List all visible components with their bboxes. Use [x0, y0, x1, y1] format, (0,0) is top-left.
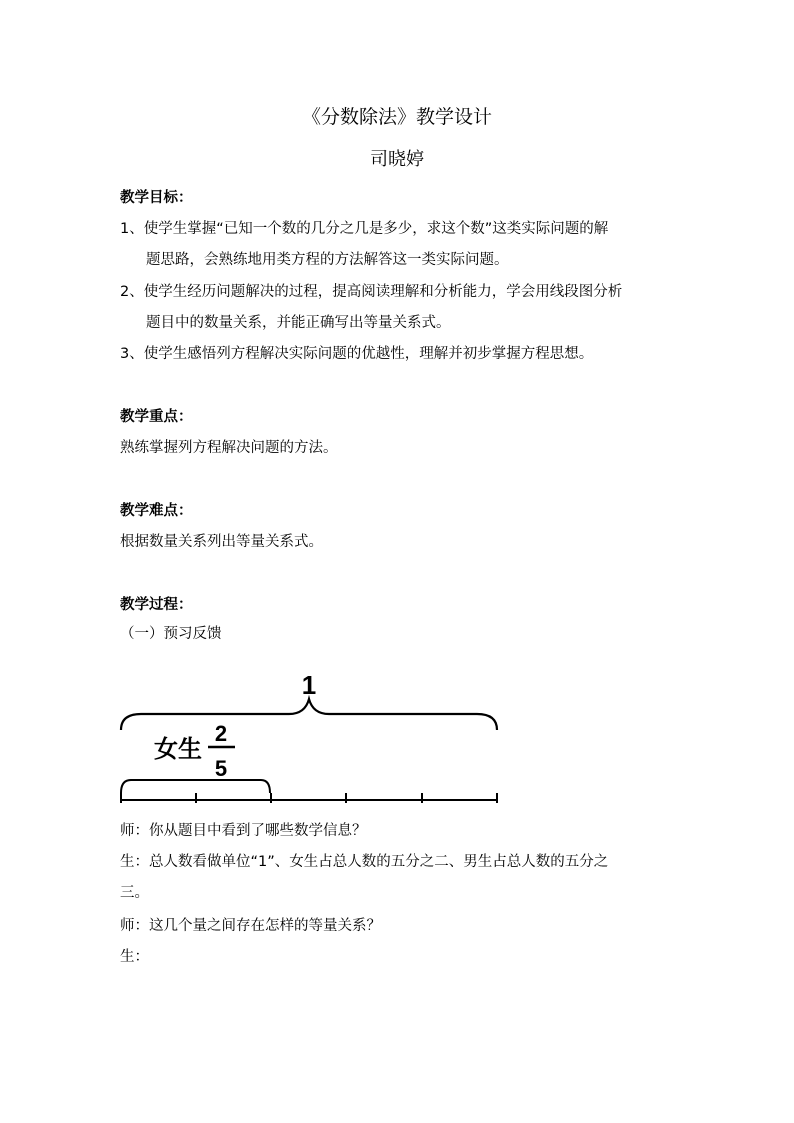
section-1-title: （一）预习反馈 — [120, 626, 222, 642]
keypoint-heading: 教学重点： — [120, 409, 193, 425]
fraction-denominator: 5 — [214, 756, 228, 781]
dialogue-line-4: 师：这几个量之间存在怎样的等量关系？ — [120, 918, 381, 934]
keypoint-text: 熟练掌握列方程解决问题的方法。 — [120, 440, 338, 456]
dialogue-line-1: 师：你从题目中看到了哪些数学信息？ — [120, 823, 367, 839]
dialogue-line-5: 生： — [120, 949, 149, 965]
goal-item-2-line-1: 2、使学生经历问题解决的过程，提高阅读理解和分析能力，学会用线段图分析 — [120, 284, 623, 300]
process-heading: 教学过程： — [120, 597, 193, 613]
fraction-numerator: 2 — [214, 721, 228, 746]
goal-item-1-line-1: 1、使学生掌握“已知一个数的几分之几是多少，求这个数”这类实际问题的解 — [120, 221, 609, 237]
whole-label: 1 — [301, 670, 317, 700]
document-title: 《分数除法》教学设计 — [301, 106, 492, 128]
line-segment-diagram — [0, 660, 794, 810]
part-label: 女生 — [154, 735, 202, 763]
goal-item-1-line-2: 题思路，会熟练地用类方程的方法解答这一类实际问题。 — [146, 252, 509, 268]
goal-item-3-line-1: 3、使学生感悟列方程解决实际问题的优越性，理解并初步掌握方程思想。 — [120, 346, 594, 362]
whole-brace — [121, 699, 497, 730]
author-name: 司晓婷 — [370, 149, 424, 170]
goal-item-2-line-2: 题目中的数量关系，并能正确写出等量关系式。 — [146, 315, 451, 331]
dialogue-line-2: 生：总人数看做单位“1”、女生占总人数的五分之二、男生占总人数的五分之 — [120, 854, 609, 870]
goals-heading: 教学目标： — [120, 190, 193, 206]
difficulty-text: 根据数量关系列出等量关系式。 — [120, 534, 323, 550]
dialogue-line-3: 三。 — [120, 885, 149, 901]
difficulty-heading: 教学难点： — [120, 503, 193, 519]
part-brace — [121, 780, 270, 793]
